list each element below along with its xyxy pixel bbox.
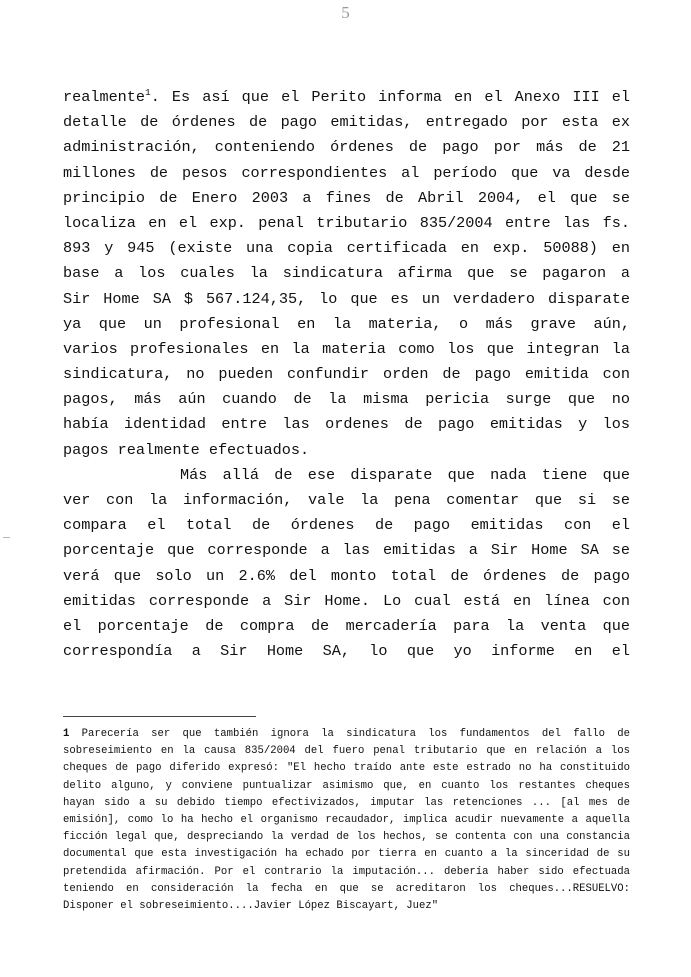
footnote-line: emisión], como lo ha hecho el organismo recaudador, implica acudir nuevamente a aquella: [63, 813, 630, 826]
paragraph-1-line-1: [63, 85, 630, 110]
paragraph-1-line: 893 y 945 (existe una copia certificada en exp. 50088) en: [63, 239, 630, 258]
body-text: [63, 85, 630, 664]
footnote-line: pretendida afirmación. Por el contrario la imputación... debería haber sido efectuada: [63, 865, 630, 878]
page-number: 5: [341, 3, 350, 22]
paragraph-2-line: porcentaje que corresponde a las emitidas a Sir Home SA se: [63, 541, 630, 560]
paragraph-1-line: detalle de órdenes de pago emitidas, entregado por esta ex: [63, 113, 630, 132]
paragraph-1-line: millones de pesos correspondientes al período que va desde: [63, 163, 630, 182]
footnote-line: cheques de pago diferido expresó: "El hecho traído ante este estrado no ha constituido: [63, 762, 630, 775]
footnote-reference[interactable]: 1: [145, 87, 151, 98]
footnote-mark: 1: [63, 728, 70, 740]
footnote-line: [63, 726, 630, 743]
paragraph-2-line: emitidas corresponde a Sir Home. Lo cual está en línea con: [63, 591, 630, 610]
paragraph-1-line: base a los cuales la sindicatura afirma que se pagaron a: [63, 264, 630, 283]
footnote-line: sobreseimiento en la causa 835/2004 del fuero penal tributario que en relación a los: [63, 745, 630, 758]
footnote-line: teniendo en consideración la fecha en que se acreditaron los cheques...RESUELVO:: [63, 882, 630, 895]
paragraph-1-line: sindicatura, no pueden confundir orden de pago emitida con: [63, 365, 630, 384]
paragraph-1-line: principio de Enero 2003 a fines de Abril 2004, el que se: [63, 188, 630, 207]
paragraph-2-line: Más allá de ese disparate que nada tiene que: [180, 465, 630, 484]
footnote: [63, 726, 630, 915]
paragraph-1-line: Sir Home SA $ 567.124,35, lo que es un verdadero disparate: [63, 289, 630, 308]
paragraph-1-line: había identidad entre las ordenes de pago emitidas y los: [63, 415, 630, 434]
paragraph-2-line: compara el total de órdenes de pago emitidas con el: [63, 516, 630, 535]
text-fragment: . Es así que el Perito informa en el Anexo III el: [150, 88, 630, 106]
paragraph-1-line: administración, conteniendo órdenes de pago por más de 21: [63, 138, 630, 157]
footnote-line: Disponer el sobreseimiento....Javier López Biscayart, Juez": [63, 899, 439, 912]
paragraph-1-line: pagos realmente efectuados.: [63, 440, 310, 459]
footnote-separator: [63, 716, 256, 717]
paragraph-2-line: verá que solo un 2.6% del monto total de órdenes de pago: [63, 566, 630, 585]
footnote-line: hayan sido a su debido tiempo efectivizados, imputar las retenciones ... [al mes de: [63, 796, 630, 809]
footnote-line: ficción legal que, despreciando la verdad de los hechos, se contenta con una constancia: [63, 831, 630, 844]
paragraph-1-line: ya que un profesional en la materia, o más grave aún,: [63, 314, 630, 333]
paragraph-2-line: correspondía a Sir Home SA, lo que yo informe en el: [63, 642, 630, 661]
text-fragment: realmente: [63, 88, 146, 106]
paragraph-1-line: localiza en el exp. penal tributario 835/2004 entre las fs.: [63, 213, 630, 232]
paragraph-2-line: ver con la información, vale la pena comentar que si se: [63, 491, 630, 509]
text-fragment: Parecería ser que también ignora la sindicatura los fundamentos del fallo de: [81, 728, 630, 740]
paragraph-1-line: pagos, más aún cuando de la misma pericia surge que no: [63, 390, 630, 409]
footnote-line: documental que esta investigación ha echado por tierra en cuanto a la sinceridad de su: [63, 848, 630, 861]
footnote-line: delito alguno, y conviene puntualizar asimismo que, en cuanto los restantes cheques: [63, 779, 630, 792]
margin-mark: [3, 537, 10, 538]
paragraph-2-line: el porcentaje de compra de mercadería para la venta que: [63, 616, 630, 635]
paragraph-1-line: varios profesionales en la materia como los que integran la: [63, 339, 630, 358]
